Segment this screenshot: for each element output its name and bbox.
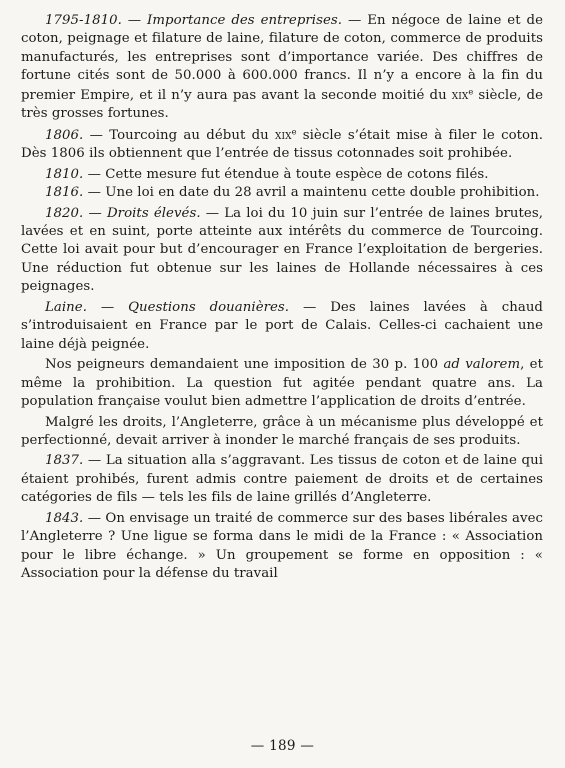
- paragraph-1816: [21, 184, 543, 202]
- paragraph-1837: [21, 452, 543, 507]
- paragraph-1795-1810: [21, 12, 543, 124]
- para-date: 1820.: [45, 205, 84, 221]
- roman-century: xix: [451, 87, 469, 102]
- para-dash: —: [83, 185, 106, 201]
- para-text: La loi du 10 juin sur l’entrée de laines brutes, lavées et en suint, porte atteinte aux intérêts du commerce de Tourcoing. Cette loi avait pour but d’encourager en France l’exploitation de bergeries. Une réduction fut obtenue sur les laines de Hollande nécessaires à ces peignages.: [21, 205, 544, 295]
- page-number: — 189 —: [250, 738, 315, 754]
- paragraph-1820: [21, 205, 543, 297]
- para-date: 1837.: [45, 453, 84, 469]
- para-date: 1816.: [45, 185, 84, 201]
- para-heading: Importance des entreprises.: [147, 13, 343, 28]
- para-dash: —: [83, 127, 110, 143]
- para-text: Des laines lavées à chaud s’introduisaient en France par le port de Calais. Celles-ci cachaient une laine déjà peignée.: [21, 299, 543, 352]
- paragraph-1806: [21, 126, 543, 164]
- para-text: Tourcoing au début du: [109, 127, 276, 143]
- superscript: e: [291, 126, 297, 137]
- para-dash: —: [83, 453, 106, 469]
- para-text: siècle s’était mise à filer le coton. Dès 1806 ils obtiennent que l’entrée de tissus cotonnades soit prohibée.: [21, 127, 543, 162]
- para-dash: —: [342, 13, 368, 28]
- para-text: Nos peigneurs demandaient une imposition de 30 p. 100: [45, 357, 444, 373]
- paragraph-angleterre: [21, 414, 543, 451]
- para-date: Laine.: [45, 299, 87, 315]
- para-dash: —: [83, 166, 106, 182]
- paragraph-laine: [21, 299, 543, 354]
- paragraph-1843: [21, 510, 543, 584]
- para-text: Cette mesure fut étendue à toute espèce de cotons filés.: [105, 166, 489, 182]
- para-text: La situation alla s’aggravant. Les tissus de coton et de laine qui étaient prohibés, furent admis contre paiement de droits et de certaines catégories de fils — tels les fils de laine grillés d’Angleterre.: [21, 453, 543, 506]
- para-dash: —: [200, 205, 225, 221]
- para-text: On envisage un traité de commerce sur des bases libérales avec l’Angleterre ? Une ligue se forma dans le midi de la France : « Association pour le libre échange. » Un groupement se forme en opposition : « Association pour la défense du travail: [21, 510, 544, 582]
- para-text: siècle, de très grosses fortunes.: [21, 87, 543, 122]
- para-text: En négoce de laine et de coton, peignage et filature de laine, filature de coton, commerce de produits manufacturés, les entreprises sont d’importance variée. Des chiffres de fortune cités sont de 50.000 à 600.000 francs. Il n’y a encore à la fin du premier Empire, et il n’y aura pas avant la seconde moitié du: [21, 13, 543, 103]
- para-date: 1795-1810.: [45, 13, 122, 28]
- para-heading: Questions douanières.: [128, 299, 290, 315]
- para-text: Malgré les droits, l’Angleterre, grâce à un mécanisme plus développé et perfectionné, devait arriver à inonder le marché français de ses produits.: [21, 414, 543, 448]
- para-italic-term: ad valorem: [443, 357, 521, 373]
- para-dash: —: [289, 299, 331, 315]
- para-heading: Droits élevés.: [106, 205, 201, 221]
- para-dash: —: [121, 13, 148, 28]
- para-text: , et même la prohibition. La question fut agitée pendant quatre ans. La population française voulut bien admettre l’application de droits d’entrée.: [21, 357, 543, 410]
- para-date: 1810.: [45, 166, 84, 182]
- para-date: 1843.: [45, 510, 84, 526]
- roman-century: xix: [275, 127, 292, 142]
- paragraph-peigneurs: [21, 356, 543, 411]
- para-date: 1806.: [45, 127, 84, 143]
- para-text: Une loi en date du 28 avril a maintenu cette double prohibition.: [105, 185, 540, 201]
- para-dash: —: [83, 510, 106, 526]
- paragraph-1810: [21, 166, 543, 184]
- para-dash: —: [86, 299, 129, 315]
- superscript: e: [468, 86, 474, 97]
- para-dash: —: [83, 205, 107, 221]
